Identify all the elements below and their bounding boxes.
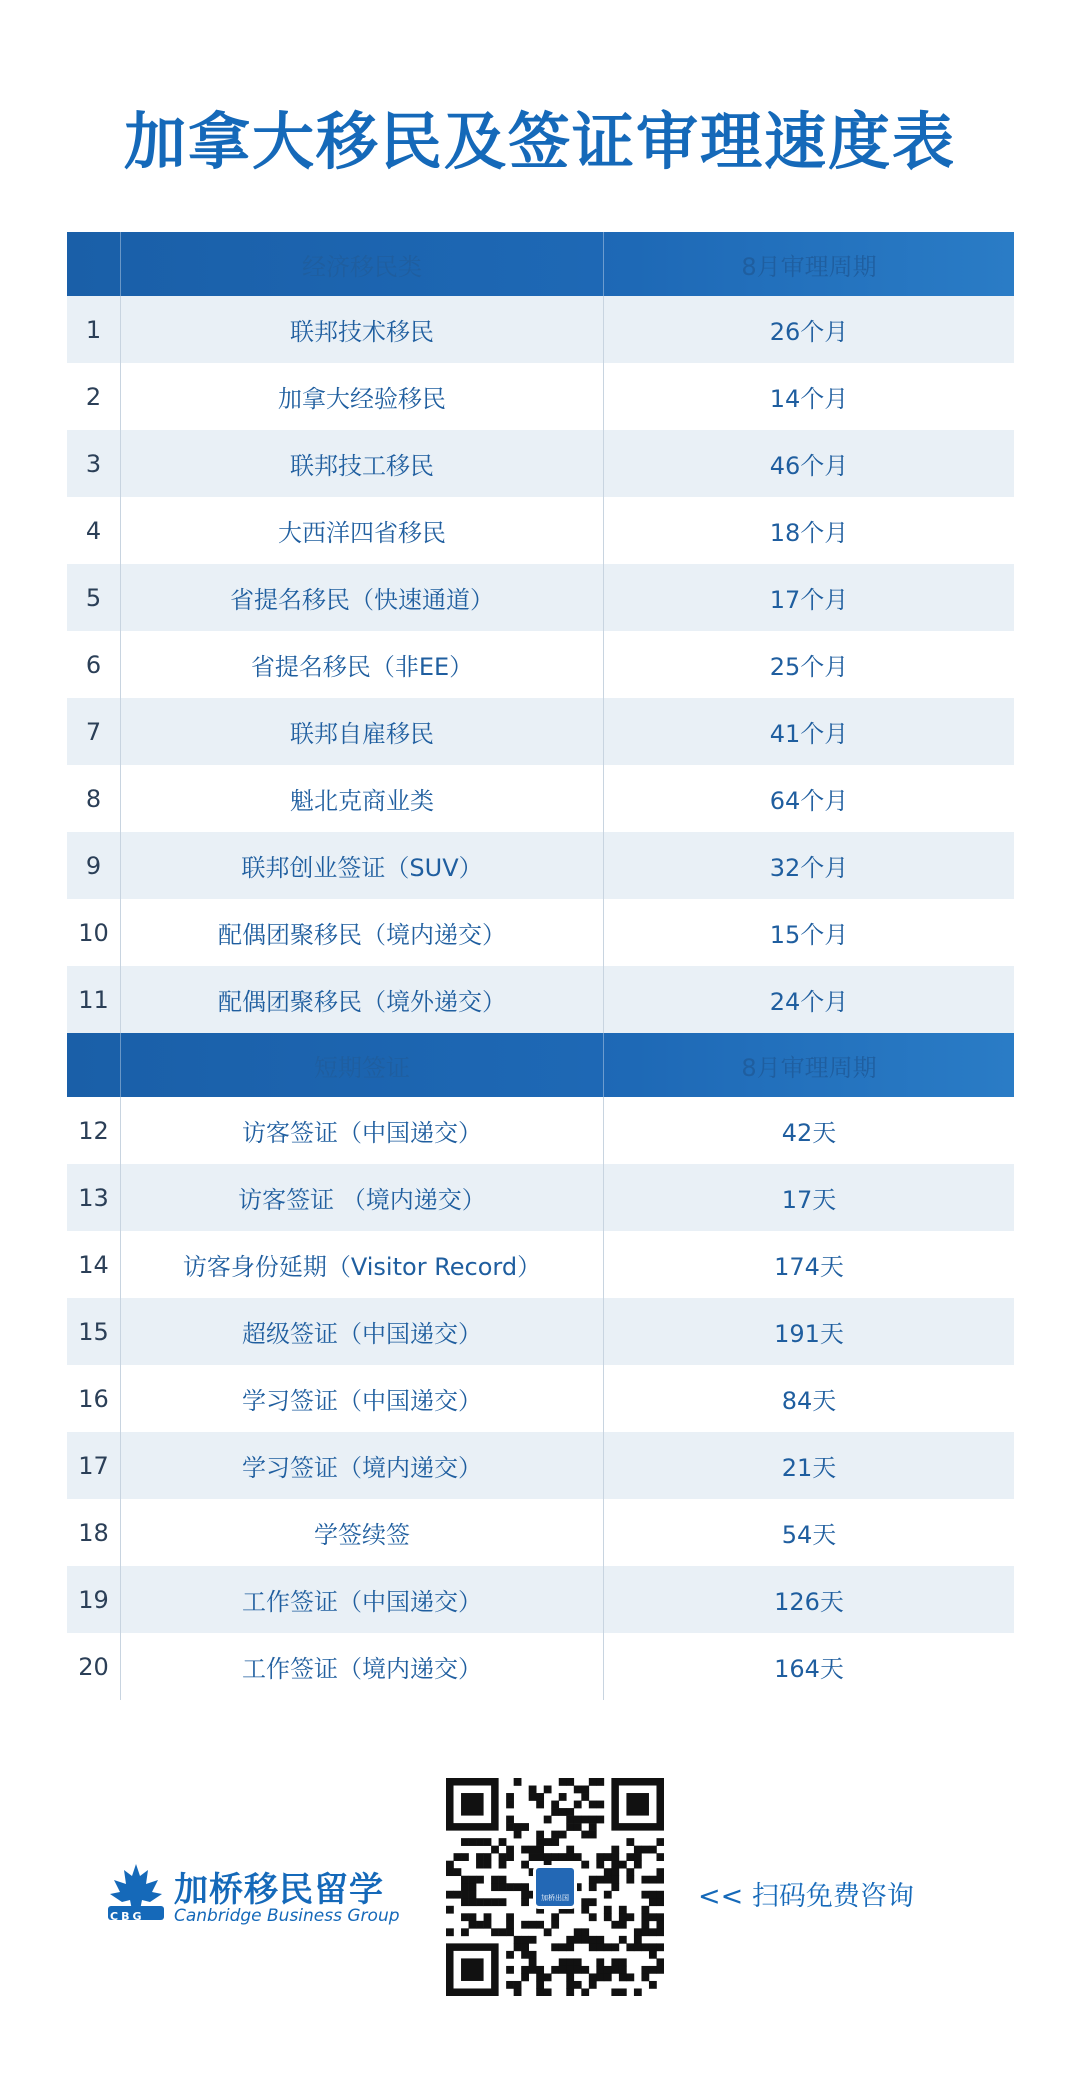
table-row	[67, 899, 1014, 966]
row-number: 12	[67, 1097, 121, 1164]
row-number: 16	[67, 1365, 121, 1432]
table-row	[67, 631, 1014, 698]
row-value: 25个月	[769, 653, 849, 681]
row-number: 11	[67, 966, 121, 1033]
row-name: 省提名移民（非EE）	[121, 631, 604, 698]
row-number: 1	[67, 296, 121, 363]
row-value: 42天	[781, 1119, 837, 1147]
qr-code[interactable]	[446, 1778, 664, 1996]
row-number: 14	[67, 1231, 121, 1298]
table-row	[67, 430, 1014, 497]
row-number: 10	[67, 899, 121, 966]
row-number: 7	[67, 698, 121, 765]
row-name: 配偶团聚移民（境内递交）	[121, 899, 604, 966]
row-value: 174天	[774, 1253, 844, 1281]
row-name: 配偶团聚移民（境外递交）	[121, 966, 604, 1033]
row-number: 20	[67, 1633, 121, 1700]
row-name: 联邦技术移民	[121, 296, 604, 363]
row-name: 超级签证（中国递交）	[121, 1298, 604, 1365]
row-name: 访客身份延期（Visitor Record）	[121, 1231, 604, 1298]
qr-center-logo	[533, 1865, 577, 1909]
row-name: 联邦技工移民	[121, 430, 604, 497]
table-row	[67, 1633, 1014, 1700]
row-value: 84天	[781, 1387, 837, 1415]
table-row	[67, 765, 1014, 832]
row-name: 学习签证（中国递交）	[121, 1365, 604, 1432]
row-name: 工作签证（中国递交）	[121, 1566, 604, 1633]
row-name: 省提名移民（快速通道）	[121, 564, 604, 631]
table-row	[67, 363, 1014, 430]
table-row	[67, 1097, 1014, 1164]
table-row	[67, 698, 1014, 765]
row-value: 164天	[774, 1655, 844, 1683]
row-number: 8	[67, 765, 121, 832]
logo-cbg-text: CBG	[110, 1910, 145, 1923]
row-number: 19	[67, 1566, 121, 1633]
row-number: 2	[67, 363, 121, 430]
row-value: 24个月	[769, 988, 849, 1016]
row-name: 访客签证（中国递交）	[121, 1097, 604, 1164]
row-value: 21天	[781, 1454, 837, 1482]
row-number: 18	[67, 1499, 121, 1566]
row-number: 5	[67, 564, 121, 631]
table-row	[67, 1432, 1014, 1499]
header-num-cell	[67, 232, 121, 296]
table-row	[67, 296, 1014, 363]
qr-center-label: 加桥出国	[541, 1894, 569, 1902]
row-number: 13	[67, 1164, 121, 1231]
row-value: 26个月	[769, 318, 849, 346]
economic-header-name: 经济移民类	[121, 232, 604, 296]
row-value: 17个月	[769, 586, 849, 614]
economic-header-row	[67, 232, 1014, 296]
row-value: 18个月	[769, 519, 849, 547]
row-name: 学习签证（境内递交）	[121, 1432, 604, 1499]
shortterm-rows	[67, 1097, 1014, 1700]
scan-consult-text: << 扫码免费咨询	[698, 1881, 914, 1912]
row-name: 联邦自雇移民	[121, 698, 604, 765]
row-value: 191天	[774, 1320, 844, 1348]
row-number: 4	[67, 497, 121, 564]
table-row	[67, 1298, 1014, 1365]
row-name: 加拿大经验移民	[121, 363, 604, 430]
row-number: 15	[67, 1298, 121, 1365]
table-row	[67, 1231, 1014, 1298]
company-logo	[106, 1860, 416, 1930]
row-value: 15个月	[769, 921, 849, 949]
row-name: 大西洋四省移民	[121, 497, 604, 564]
table-row	[67, 564, 1014, 631]
table-row	[67, 966, 1014, 1033]
row-value: 46个月	[769, 452, 849, 480]
table-row	[67, 1499, 1014, 1566]
row-number: 6	[67, 631, 121, 698]
row-value: 41个月	[769, 720, 849, 748]
table-row	[67, 832, 1014, 899]
shortterm-header-name: 短期签证	[121, 1033, 604, 1097]
table-row	[67, 1365, 1014, 1432]
table-row	[67, 1164, 1014, 1231]
row-name: 联邦创业签证（SUV）	[121, 832, 604, 899]
shortterm-header-value: 8月审理周期	[741, 1053, 877, 1082]
row-number: 9	[67, 832, 121, 899]
row-name: 魁北克商业类	[121, 765, 604, 832]
economic-header-value: 8月审理周期	[741, 252, 877, 281]
economic-rows	[67, 296, 1014, 1033]
table-row	[67, 497, 1014, 564]
logo-chinese-name: 加桥移民留学	[174, 1870, 384, 1910]
table-row	[67, 1566, 1014, 1633]
row-value: 54天	[781, 1521, 837, 1549]
row-value: 64个月	[769, 787, 849, 815]
row-value: 32个月	[769, 854, 849, 882]
row-number: 17	[67, 1432, 121, 1499]
footer	[0, 1770, 1080, 2000]
page-title: 加拿大移民及签证审理速度表	[123, 105, 956, 178]
header-num-cell	[67, 1033, 121, 1097]
row-value: 126天	[774, 1588, 844, 1616]
row-name: 工作签证（境内递交）	[121, 1633, 604, 1700]
row-value: 14个月	[769, 385, 849, 413]
row-value: 17天	[781, 1186, 837, 1214]
row-name: 访客签证 （境内递交）	[121, 1164, 604, 1231]
processing-table	[67, 232, 1014, 1700]
row-number: 3	[67, 430, 121, 497]
logo-english-name: Canbridge Business Group	[174, 1906, 400, 1926]
shortterm-header-row	[67, 1033, 1014, 1097]
row-name: 学签续签	[121, 1499, 604, 1566]
